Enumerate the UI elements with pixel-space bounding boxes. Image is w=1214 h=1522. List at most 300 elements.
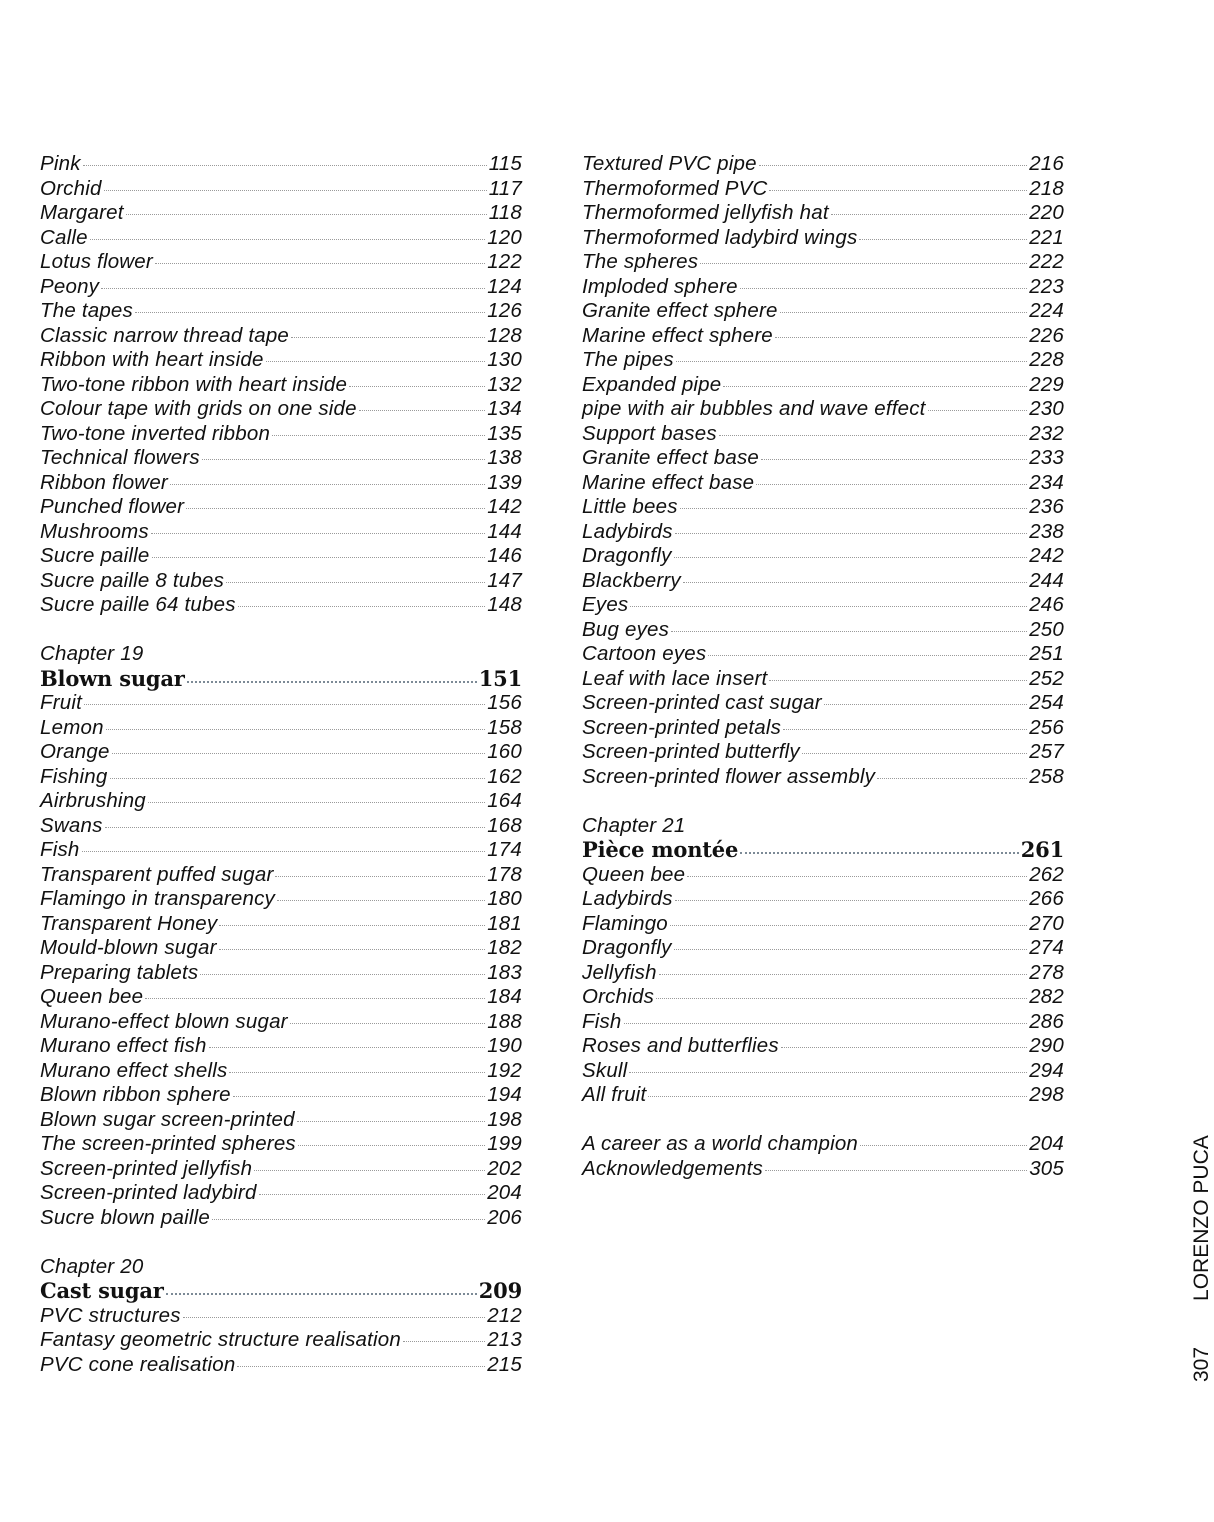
toc-page-number: 274 (1029, 936, 1064, 959)
toc-entry (582, 397, 1064, 422)
toc-entry (582, 299, 1064, 324)
toc-entry (40, 936, 522, 961)
toc-entry-title: Leaf with lace insert (582, 666, 768, 690)
toc-page-number: 198 (487, 1107, 522, 1131)
toc-entry-title: A career as a world champion (582, 1132, 859, 1155)
chapter-title: Pièce montée (582, 837, 739, 862)
dot-leader (687, 876, 1027, 877)
dot-leader (135, 312, 485, 313)
toc-page-number: 188 (487, 1009, 522, 1033)
dot-leader (254, 1170, 485, 1171)
toc-entry (40, 691, 522, 716)
toc-entry (40, 1010, 522, 1035)
toc-entry-title: Mushrooms (40, 519, 149, 543)
toc-entry-title: Fishing (40, 764, 108, 788)
toc-page-number: 184 (487, 985, 522, 1008)
toc-entry-title: Transparent Honey (40, 911, 218, 935)
dot-leader (155, 263, 485, 264)
toc-left-column (40, 152, 522, 1377)
toc-entry-title: Blown sugar screen-printed (40, 1107, 295, 1131)
dot-leader (359, 410, 485, 411)
author-name: LORENZO PUCA (1190, 1135, 1213, 1301)
toc-page-number: 148 (487, 593, 522, 616)
toc-page-number: 168 (487, 813, 522, 837)
dot-leader (166, 1293, 477, 1295)
toc-page-number: 234 (1029, 470, 1064, 494)
toc-entry (582, 544, 1064, 569)
dot-leader (272, 435, 485, 436)
toc-page-number: 290 (1029, 1034, 1064, 1057)
toc-page-number: 117 (488, 176, 522, 200)
toc-entry-title: Sucre blown paille (40, 1205, 210, 1229)
toc-entry-title: PVC structures (40, 1303, 181, 1327)
toc-entry-title: Imploded sphere (582, 274, 738, 298)
toc-entry-title: Calle (40, 225, 88, 249)
toc-entry-title: Flamingo in transparency (40, 887, 275, 910)
toc-page-number: 213 (487, 1328, 522, 1351)
toc-entry (582, 373, 1064, 398)
toc-right-column (582, 152, 1064, 1181)
toc-entry-title: Granite effect sphere (582, 299, 778, 322)
toc-page-number: 192 (487, 1058, 522, 1082)
toc-entry-title: Technical flowers (40, 446, 200, 469)
toc-entry (40, 520, 522, 545)
toc-entry-title: Two-tone inverted ribbon (40, 421, 271, 445)
toc-entry (40, 789, 522, 814)
toc-entry (582, 765, 1064, 790)
toc-page-number: 115 (488, 152, 522, 175)
toc-entry (582, 495, 1064, 520)
dot-leader (101, 288, 485, 289)
dot-leader (680, 508, 1028, 509)
dot-leader (671, 631, 1027, 632)
toc-entry (40, 863, 522, 888)
dot-leader (83, 165, 487, 166)
toc-entry (582, 887, 1064, 912)
toc-entry (40, 226, 522, 251)
toc-entry (582, 691, 1064, 716)
toc-page-number: 215 (487, 1352, 522, 1376)
toc-entry-title: Airbrushing (40, 789, 146, 812)
dot-leader (769, 190, 1027, 191)
toc-entry-title: Orchid (40, 176, 102, 200)
toc-entry (40, 814, 522, 839)
dot-leader (859, 239, 1027, 240)
toc-page-number: 282 (1029, 985, 1064, 1008)
toc-page-number: 250 (1029, 617, 1064, 641)
toc-entry-title: Jellyfish (582, 960, 657, 984)
toc-entry (582, 985, 1064, 1010)
toc-entry-title: Colour tape with grids on one side (40, 397, 357, 420)
toc-entry (40, 569, 522, 594)
toc-page-number: 206 (487, 1205, 522, 1229)
dot-leader (82, 851, 486, 852)
toc-entry-title: Dragonfly (582, 936, 672, 959)
toc-page-number: 258 (1029, 764, 1064, 788)
dot-leader (126, 214, 487, 215)
toc-entry-title: Orange (40, 740, 110, 763)
dot-leader (105, 827, 486, 828)
dot-leader (298, 1145, 485, 1146)
toc-entry-title: Classic narrow thread tape (40, 323, 290, 347)
dot-leader (659, 974, 1027, 975)
toc-page-number: 238 (1029, 519, 1064, 543)
toc-entry-title: Orchids (582, 985, 655, 1008)
toc-page-number: 120 (487, 225, 522, 249)
page-footer (1190, 1135, 1214, 1382)
toc-entry (582, 936, 1064, 961)
toc-page-number: 174 (487, 838, 522, 861)
dot-leader (877, 778, 1027, 779)
toc-entry-title: All fruit (582, 1083, 647, 1106)
toc-entry (40, 912, 522, 937)
toc-page-number: 118 (488, 201, 522, 224)
toc-entry-title: Lemon (40, 715, 104, 739)
toc-entry (40, 422, 522, 447)
toc-page-number: 142 (487, 495, 522, 518)
toc-page-number: 182 (487, 936, 522, 959)
dot-leader (84, 704, 485, 705)
toc-entry-title: Textured PVC pipe (582, 152, 757, 175)
toc-entry (40, 275, 522, 300)
toc-entry-title: Thermoformed jellyfish hat (582, 201, 829, 224)
toc-entry-title: Sucre paille 64 tubes (40, 593, 236, 616)
toc-page-number: 286 (1029, 1009, 1064, 1033)
toc-entry-title: Granite effect base (582, 446, 760, 469)
toc-entry-title: The tapes (40, 299, 133, 322)
toc-entry-title: Blackberry (582, 568, 681, 592)
toc-page-number: 122 (487, 250, 522, 273)
toc-entry (40, 471, 522, 496)
dot-leader (780, 312, 1028, 313)
dot-leader (759, 165, 1027, 166)
toc-entry (40, 1304, 522, 1329)
toc-entry-title: Ladybirds (582, 519, 673, 543)
toc-page-number: 134 (487, 397, 522, 420)
toc-page-number: 199 (487, 1132, 522, 1155)
toc-page-number: 190 (487, 1034, 522, 1057)
toc-entry (40, 740, 522, 765)
dot-leader (110, 778, 486, 779)
dot-leader (145, 998, 485, 999)
chapter-heading (582, 838, 1064, 863)
toc-page-number: 236 (1029, 495, 1064, 518)
toc-page-number: 151 (478, 665, 522, 691)
toc-entry (582, 961, 1064, 986)
section-gap (582, 1108, 1064, 1133)
toc-page-number: 294 (1029, 1058, 1064, 1082)
chapter-label (40, 642, 522, 667)
toc-entry (582, 912, 1064, 937)
toc-page-number: 139 (487, 470, 522, 494)
toc-entry (40, 887, 522, 912)
toc-entry-title: Murano effect fish (40, 1034, 207, 1057)
dot-leader (674, 949, 1028, 950)
toc-entry-title: Fantasy geometric structure realisation (40, 1328, 402, 1351)
toc-page-number: 256 (1029, 715, 1064, 739)
toc-entry-title: Queen bee (582, 862, 686, 886)
toc-entry-title: Expanded pipe (582, 372, 722, 396)
toc-page-number: 230 (1029, 397, 1064, 420)
toc-entry-title: Screen-printed ladybird (40, 1181, 257, 1204)
toc-page-number: 224 (1029, 299, 1064, 322)
dot-leader (291, 337, 485, 338)
toc-entry-title: Screen-printed cast sugar (582, 691, 822, 714)
toc-entry (582, 716, 1064, 741)
toc-entry (40, 985, 522, 1010)
toc-entry (40, 1181, 522, 1206)
toc-entry (582, 250, 1064, 275)
dot-leader (187, 681, 477, 683)
dot-leader (112, 753, 486, 754)
toc-entry-title: Queen bee (40, 985, 144, 1008)
toc-page-number: 222 (1029, 250, 1064, 273)
toc-entry (582, 226, 1064, 251)
dot-leader (202, 459, 485, 460)
dot-leader (683, 582, 1027, 583)
toc-entry (582, 569, 1064, 594)
dot-leader (237, 1366, 485, 1367)
dot-leader (226, 582, 485, 583)
dot-leader (148, 802, 485, 803)
toc-entry-title: Screen-printed jellyfish (40, 1156, 253, 1180)
toc-entry-title: Screen-printed petals (582, 715, 782, 739)
toc-entry (582, 177, 1064, 202)
dot-leader (708, 655, 1027, 656)
dot-leader (219, 925, 485, 926)
toc-entry (40, 1353, 522, 1378)
toc-entry-title: Thermoformed PVC (582, 176, 768, 200)
toc-entry (40, 1059, 522, 1084)
toc-entry (582, 348, 1064, 373)
toc-page-number: 146 (487, 544, 522, 567)
toc-entry (582, 446, 1064, 471)
section-gap (40, 618, 522, 643)
toc-page-number: 228 (1029, 348, 1064, 371)
chapter-title: Blown sugar (40, 665, 185, 691)
toc-entry-title: Little bees (582, 495, 678, 518)
toc-entry-title: Skull (582, 1058, 628, 1082)
toc-entry (40, 593, 522, 618)
toc-entry (40, 397, 522, 422)
dot-leader (831, 214, 1027, 215)
dot-leader (740, 852, 1019, 854)
dot-leader (629, 1072, 1027, 1073)
dot-leader (928, 410, 1028, 411)
toc-entry (40, 838, 522, 863)
dot-leader (675, 533, 1028, 534)
toc-entry-title: Screen-printed flower assembly (582, 764, 876, 788)
toc-entry (582, 152, 1064, 177)
toc-page-number: 223 (1029, 274, 1064, 298)
toc-page-number: 252 (1029, 666, 1064, 690)
toc-entry-title: Acknowledgements (582, 1156, 763, 1180)
toc-entry-title: Cartoon eyes (582, 642, 707, 665)
toc-entry-title: Two-tone ribbon with heart inside (40, 372, 348, 396)
toc-entry-title: Preparing tablets (40, 960, 199, 984)
dot-leader (209, 1047, 486, 1048)
dot-leader (106, 729, 486, 730)
toc-page-number: 158 (487, 715, 522, 739)
chapter-label (582, 814, 1064, 839)
toc-page-number: 218 (1029, 176, 1064, 200)
toc-entry-title: Ribbon with heart inside (40, 348, 264, 371)
toc-entry-title: Sucre paille (40, 544, 150, 567)
dot-leader (824, 704, 1027, 705)
toc-entry-title: Ladybirds (582, 887, 673, 910)
dot-leader (675, 900, 1028, 901)
toc-page-number: 221 (1029, 225, 1064, 249)
toc-page-number: 202 (487, 1156, 522, 1180)
toc-entry-title: Lotus flower (40, 250, 153, 273)
toc-entry (582, 593, 1064, 618)
toc-entry (582, 618, 1064, 643)
toc-entry (40, 177, 522, 202)
toc-entry-title: The screen-printed spheres (40, 1132, 296, 1155)
toc-entry-title: Chapter 19 (40, 642, 144, 665)
toc-entry (40, 1206, 522, 1231)
toc-page-number: 164 (487, 789, 522, 812)
toc-entry (582, 1034, 1064, 1059)
toc-page-number: 156 (487, 691, 522, 714)
dot-leader (297, 1121, 485, 1122)
dot-leader (783, 729, 1027, 730)
toc-entry (40, 324, 522, 349)
toc-entry (40, 250, 522, 275)
toc-entry (40, 765, 522, 790)
toc-entry-title: Bug eyes (582, 617, 670, 641)
toc-entry-title: Eyes (582, 593, 629, 616)
toc-page-number: 220 (1029, 201, 1064, 224)
toc-page-number: 183 (487, 960, 522, 984)
dot-leader (648, 1096, 1027, 1097)
toc-page-number: 147 (487, 568, 522, 592)
toc-page-number: 212 (487, 1303, 522, 1327)
chapter-label (40, 1255, 522, 1280)
dot-leader (624, 1023, 1028, 1024)
toc-entry-title: The spheres (582, 250, 699, 273)
toc-entry-title: Roses and butterflies (582, 1034, 779, 1057)
toc-entry (40, 495, 522, 520)
toc-page-number: 278 (1029, 960, 1064, 984)
toc-page-number: 160 (487, 740, 522, 763)
toc-entry-title: Peony (40, 274, 100, 298)
toc-entry-title: Marine effect base (582, 470, 755, 494)
toc-page-number: 251 (1029, 642, 1064, 665)
toc-entry (40, 961, 522, 986)
toc-entry (582, 1132, 1064, 1157)
dot-leader (266, 361, 486, 362)
dot-leader (238, 606, 486, 607)
toc-entry (40, 544, 522, 569)
toc-entry (40, 1328, 522, 1353)
toc-page-number: 262 (1029, 862, 1064, 886)
dot-leader (233, 1096, 485, 1097)
toc-entry (582, 1010, 1064, 1035)
toc-entry (40, 152, 522, 177)
toc-page-number: 232 (1029, 421, 1064, 445)
toc-page-number: 181 (487, 911, 522, 935)
toc-entry (582, 275, 1064, 300)
dot-leader (170, 484, 485, 485)
dot-leader (183, 1317, 486, 1318)
toc-entry-title: Thermoformed ladybird wings (582, 225, 858, 249)
toc-page-number: 216 (1029, 152, 1064, 175)
toc-entry-title: Murano-effect blown sugar (40, 1009, 288, 1033)
chapter-title: Cast sugar (40, 1278, 164, 1303)
toc-entry (582, 520, 1064, 545)
toc-entry-title: Punched flower (40, 495, 185, 518)
dot-leader (700, 263, 1027, 264)
toc-entry (582, 471, 1064, 496)
toc-page-number: 254 (1029, 691, 1064, 714)
toc-entry (582, 667, 1064, 692)
toc-page-number: 144 (487, 519, 522, 543)
toc-page-number: 162 (487, 764, 522, 788)
toc-entry (582, 863, 1064, 888)
toc-entry (582, 740, 1064, 765)
toc-page-number: 226 (1029, 323, 1064, 347)
dot-leader (756, 484, 1027, 485)
toc-page-number: 209 (478, 1278, 522, 1303)
toc-entry-title: Pink (40, 152, 81, 175)
section-gap (582, 789, 1064, 814)
toc-entry (40, 1157, 522, 1182)
toc-entry-title: PVC cone realisation (40, 1352, 236, 1376)
toc-entry-title: Chapter 20 (40, 1254, 144, 1278)
toc-entry (582, 201, 1064, 226)
toc-entry-title: Support bases (582, 421, 717, 445)
dot-leader (151, 533, 485, 534)
toc-page-number: 194 (487, 1083, 522, 1106)
toc-page-number: 266 (1029, 887, 1064, 910)
toc-entry (40, 201, 522, 226)
toc-entry-title: Transparent puffed sugar (40, 862, 274, 886)
toc-entry (40, 1034, 522, 1059)
toc-entry (40, 716, 522, 741)
toc-page-number: 128 (487, 323, 522, 347)
toc-entry-title: Dragonfly (582, 544, 672, 567)
dot-leader (676, 361, 1027, 362)
chapter-heading (40, 1279, 522, 1304)
toc-page-number: 298 (1029, 1083, 1064, 1106)
dot-leader (349, 386, 485, 387)
dot-leader (775, 337, 1027, 338)
dot-leader (200, 974, 485, 975)
dot-leader (152, 557, 486, 558)
dot-leader (860, 1145, 1027, 1146)
toc-entry (40, 446, 522, 471)
dot-leader (769, 680, 1027, 681)
toc-entry (582, 422, 1064, 447)
dot-leader (229, 1072, 485, 1073)
toc-page-number: 305 (1029, 1156, 1064, 1180)
toc-entry (40, 1108, 522, 1133)
toc-page-number: 242 (1029, 544, 1064, 567)
toc-entry (582, 324, 1064, 349)
toc-page-number: 130 (487, 348, 522, 371)
toc-entry-title: pipe with air bubbles and wave effect (582, 397, 926, 420)
dot-leader (802, 753, 1027, 754)
dot-leader (719, 435, 1027, 436)
toc-entry-title: Chapter 21 (582, 813, 686, 837)
toc-entry-title: Mould-blown sugar (40, 936, 217, 959)
toc-page-number: 233 (1029, 446, 1064, 469)
toc-entry (40, 1083, 522, 1108)
toc-page-number: 138 (487, 446, 522, 469)
toc-page-number: 135 (487, 421, 522, 445)
toc-entry-title: Flamingo (582, 911, 668, 935)
